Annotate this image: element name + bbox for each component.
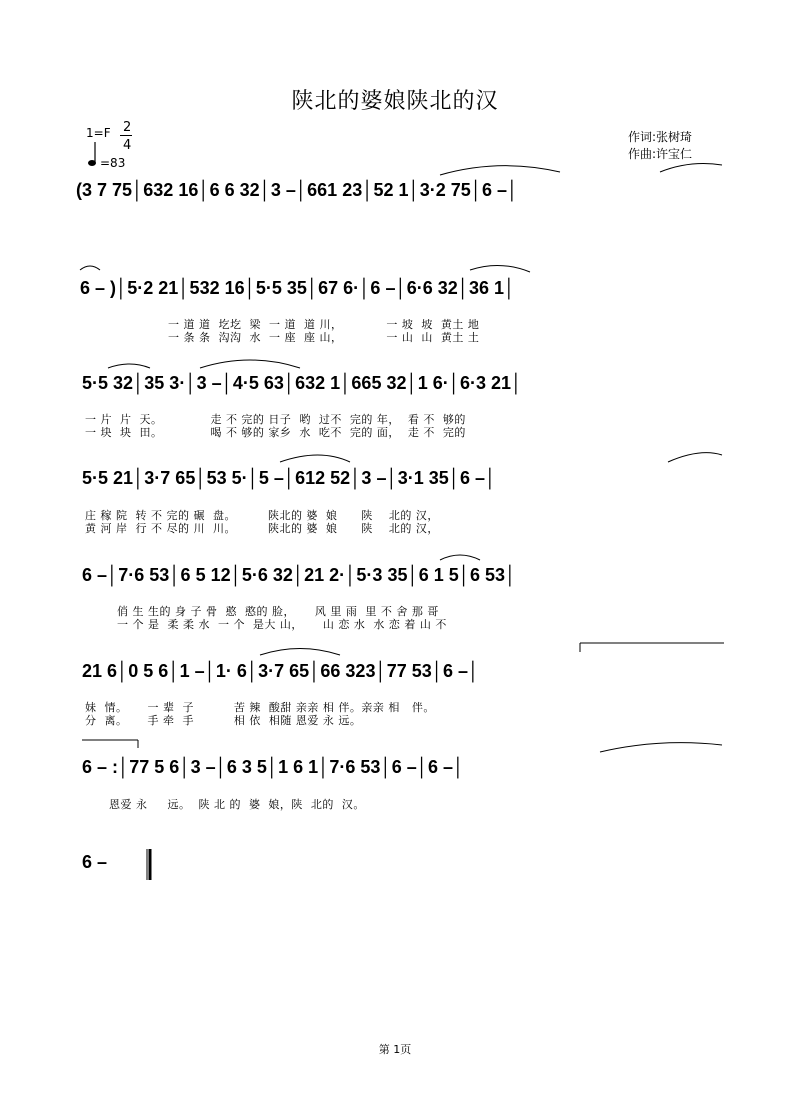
notation-row-6: 21 6│0 5 6│1 –│1· 6│3·7 65│66 323│77 53│6 –│ [82,661,480,681]
lyricist-credit: 作词:张树琦 [628,130,693,144]
lyrics-row-5-verse-2: 一 个 是 柔 柔 水 一 个 是大 山， 山 恋 水 水 恋 着 山 不 [85,618,447,631]
page-footer: 第 1页 [378,1043,412,1056]
notation-row-1: (3 7 75│632 16│6 6 32│3 –│661 23│52 1│3·2 75│6 –│ [76,180,519,200]
notation-row-8: 6 – [82,852,108,872]
tempo-marking: =83 [100,156,126,170]
notation-row-7: 6 – :│77 5 6│3 –│6 3 5│1 6 1│7·6 53│6 –│6 –│ [82,757,465,777]
song-title: 陕北的婆娘陕北的汉 [291,89,499,114]
lyrics-row-4-verse-1: 庄 稼 院 转 不 完的 碾 盘。 陕北的 婆 娘 陕 北的 汉， [85,509,439,522]
lyrics-row-5-verse-1: 俏 生 生的 身 子 骨 憨 憨的 脸， 风 里 雨 里 不 舍 那 哥 [85,605,439,618]
lyrics-row-3-verse-1: 一 片 片 天。 走 不 完的 日子 哟 过不 完的 年， 看 不 够的 [85,413,466,426]
lyrics-row-2-verse-2: 一 条 条 沟沟 水 一 座 座 山， 一 山 山 黄土 土 [168,331,480,344]
notation-row-3: 5·5 32│35 3·│3 –│4·5 63│632 1│665 32│1 6·│6·3 21│ [82,373,523,393]
time-signature-top: 2 [123,120,132,135]
composer-credit: 作曲:许宝仁 [628,147,693,161]
notation-row-4: 5·5 21│3·7 65│53 5·│5 –│612 52│3 –│3·1 35│6 –│ [82,468,497,488]
notation-row-5: 6 –│7·6 53│6 5 12│5·6 32│21 2·│5·3 35│6 1 5│6 53│ [82,565,517,585]
key-signature: 1=F [86,126,111,140]
lyrics-row-6-verse-1: 妹 情。 一 辈 子 苦 辣 酸甜 亲亲 相 伴。亲亲 相 伴。 [85,701,435,714]
lyrics-row-7-verse-1: 恩爱 永 远。 陕 北 的 婆 娘，陕 北的 汉。 [85,798,365,811]
notation-row-2: 6 – )│5·2 21│532 16│5·5 35│67 6·│6 –│6·6 32│36 1│ [80,278,516,298]
lyrics-row-6-verse-2: 分 离。 手 牵 手 相 依 相随 恩爱 永 远。 [85,714,362,727]
time-signature-bottom: 4 [123,138,132,153]
lyrics-row-4-verse-2: 黄 河 岸 行 不 尽的 川 川。 陕北的 婆 娘 陕 北的 汉， [85,522,439,535]
lyrics-row-2-verse-1: 一 道 道 圪圪 梁 一 道 道 川， 一 坡 坡 黄土 地 [168,318,480,331]
lyrics-row-3-verse-2: 一 块 块 田。 喝 不 够的 家乡 水 吃不 完的 面， 走 不 完的 [85,426,466,439]
